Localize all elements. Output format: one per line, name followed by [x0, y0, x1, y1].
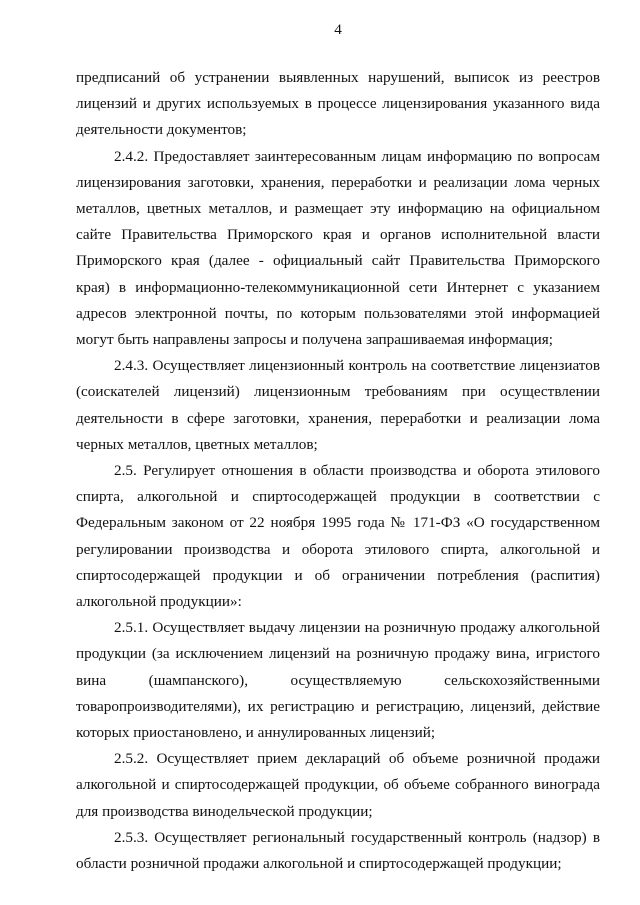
paragraph-2-4-2: 2.4.2. Предоставляет заинтересованным лицам информацию по вопросам лицензирования заготовки, хранения, переработки и реализации лома черных металлов, цветных металлов, и размещает эту информацию на официальном сайте Правительства Приморского края и органов исполнительной власти Приморского края (далее - официальный сайт Правительства Приморского края) в информационно-телекоммуникационной сети Интернет с указанием адресов электронной почты, по которым пользователями этой информацией могут быть направлены запросы и получена запрашиваемая информация;: [76, 147, 600, 349]
page-number: 4: [334, 21, 342, 38]
paragraph-2-5: 2.5. Регулирует отношения в области производства и оборота этилового спирта, алкогольной и спиртосодержащей продукции в соответствии с Федеральным законом от 22 ноября 1995 года № 171-ФЗ «О государственном регулировании производства и оборота этилового спирта, алкогольной и спиртосодержащей продукции и об ограничении потребления (распития) алкогольной продукции»:: [76, 462, 600, 611]
paragraph-2-5-1: 2.5.1. Осуществляет выдачу лицензии на розничную продажу алкогольной продукции (за исключением лицензий на розничную продажу вина, игристого вина (шампанского), осуществляемую сельскохозяйственными товаропроизводителями), их регистрацию и регистрацию, лицензий, действие которых приостановлено, и аннулированных лицензий;: [76, 619, 600, 742]
paragraph-2-5-3: 2.5.3. Осуществляет региональный государственный контроль (надзор) в области розничной продажи алкогольной и спиртосодержащей продукции;: [76, 828, 600, 873]
paragraph-continuation: предписаний об устранении выявленных нарушений, выписок из реестров лицензий и других используемых в процессе лицензирования указанного вида деятельности документов;: [76, 69, 600, 139]
paragraph-2-5-2: 2.5.2. Осуществляет прием деклараций об объеме розничной продажи алкогольной и спиртосодержащей продукции, об объеме собранного винограда для производства винодельческой продукции;: [76, 750, 600, 820]
paragraph-2-4-3: 2.4.3. Осуществляет лицензионный контроль на соответствие лицензиатов (соискателей лицензий) лицензионным требованиям при осуществлении деятельности в сфере заготовки, хранения, переработки и реализации лома черных металлов, цветных металлов;: [76, 357, 600, 453]
